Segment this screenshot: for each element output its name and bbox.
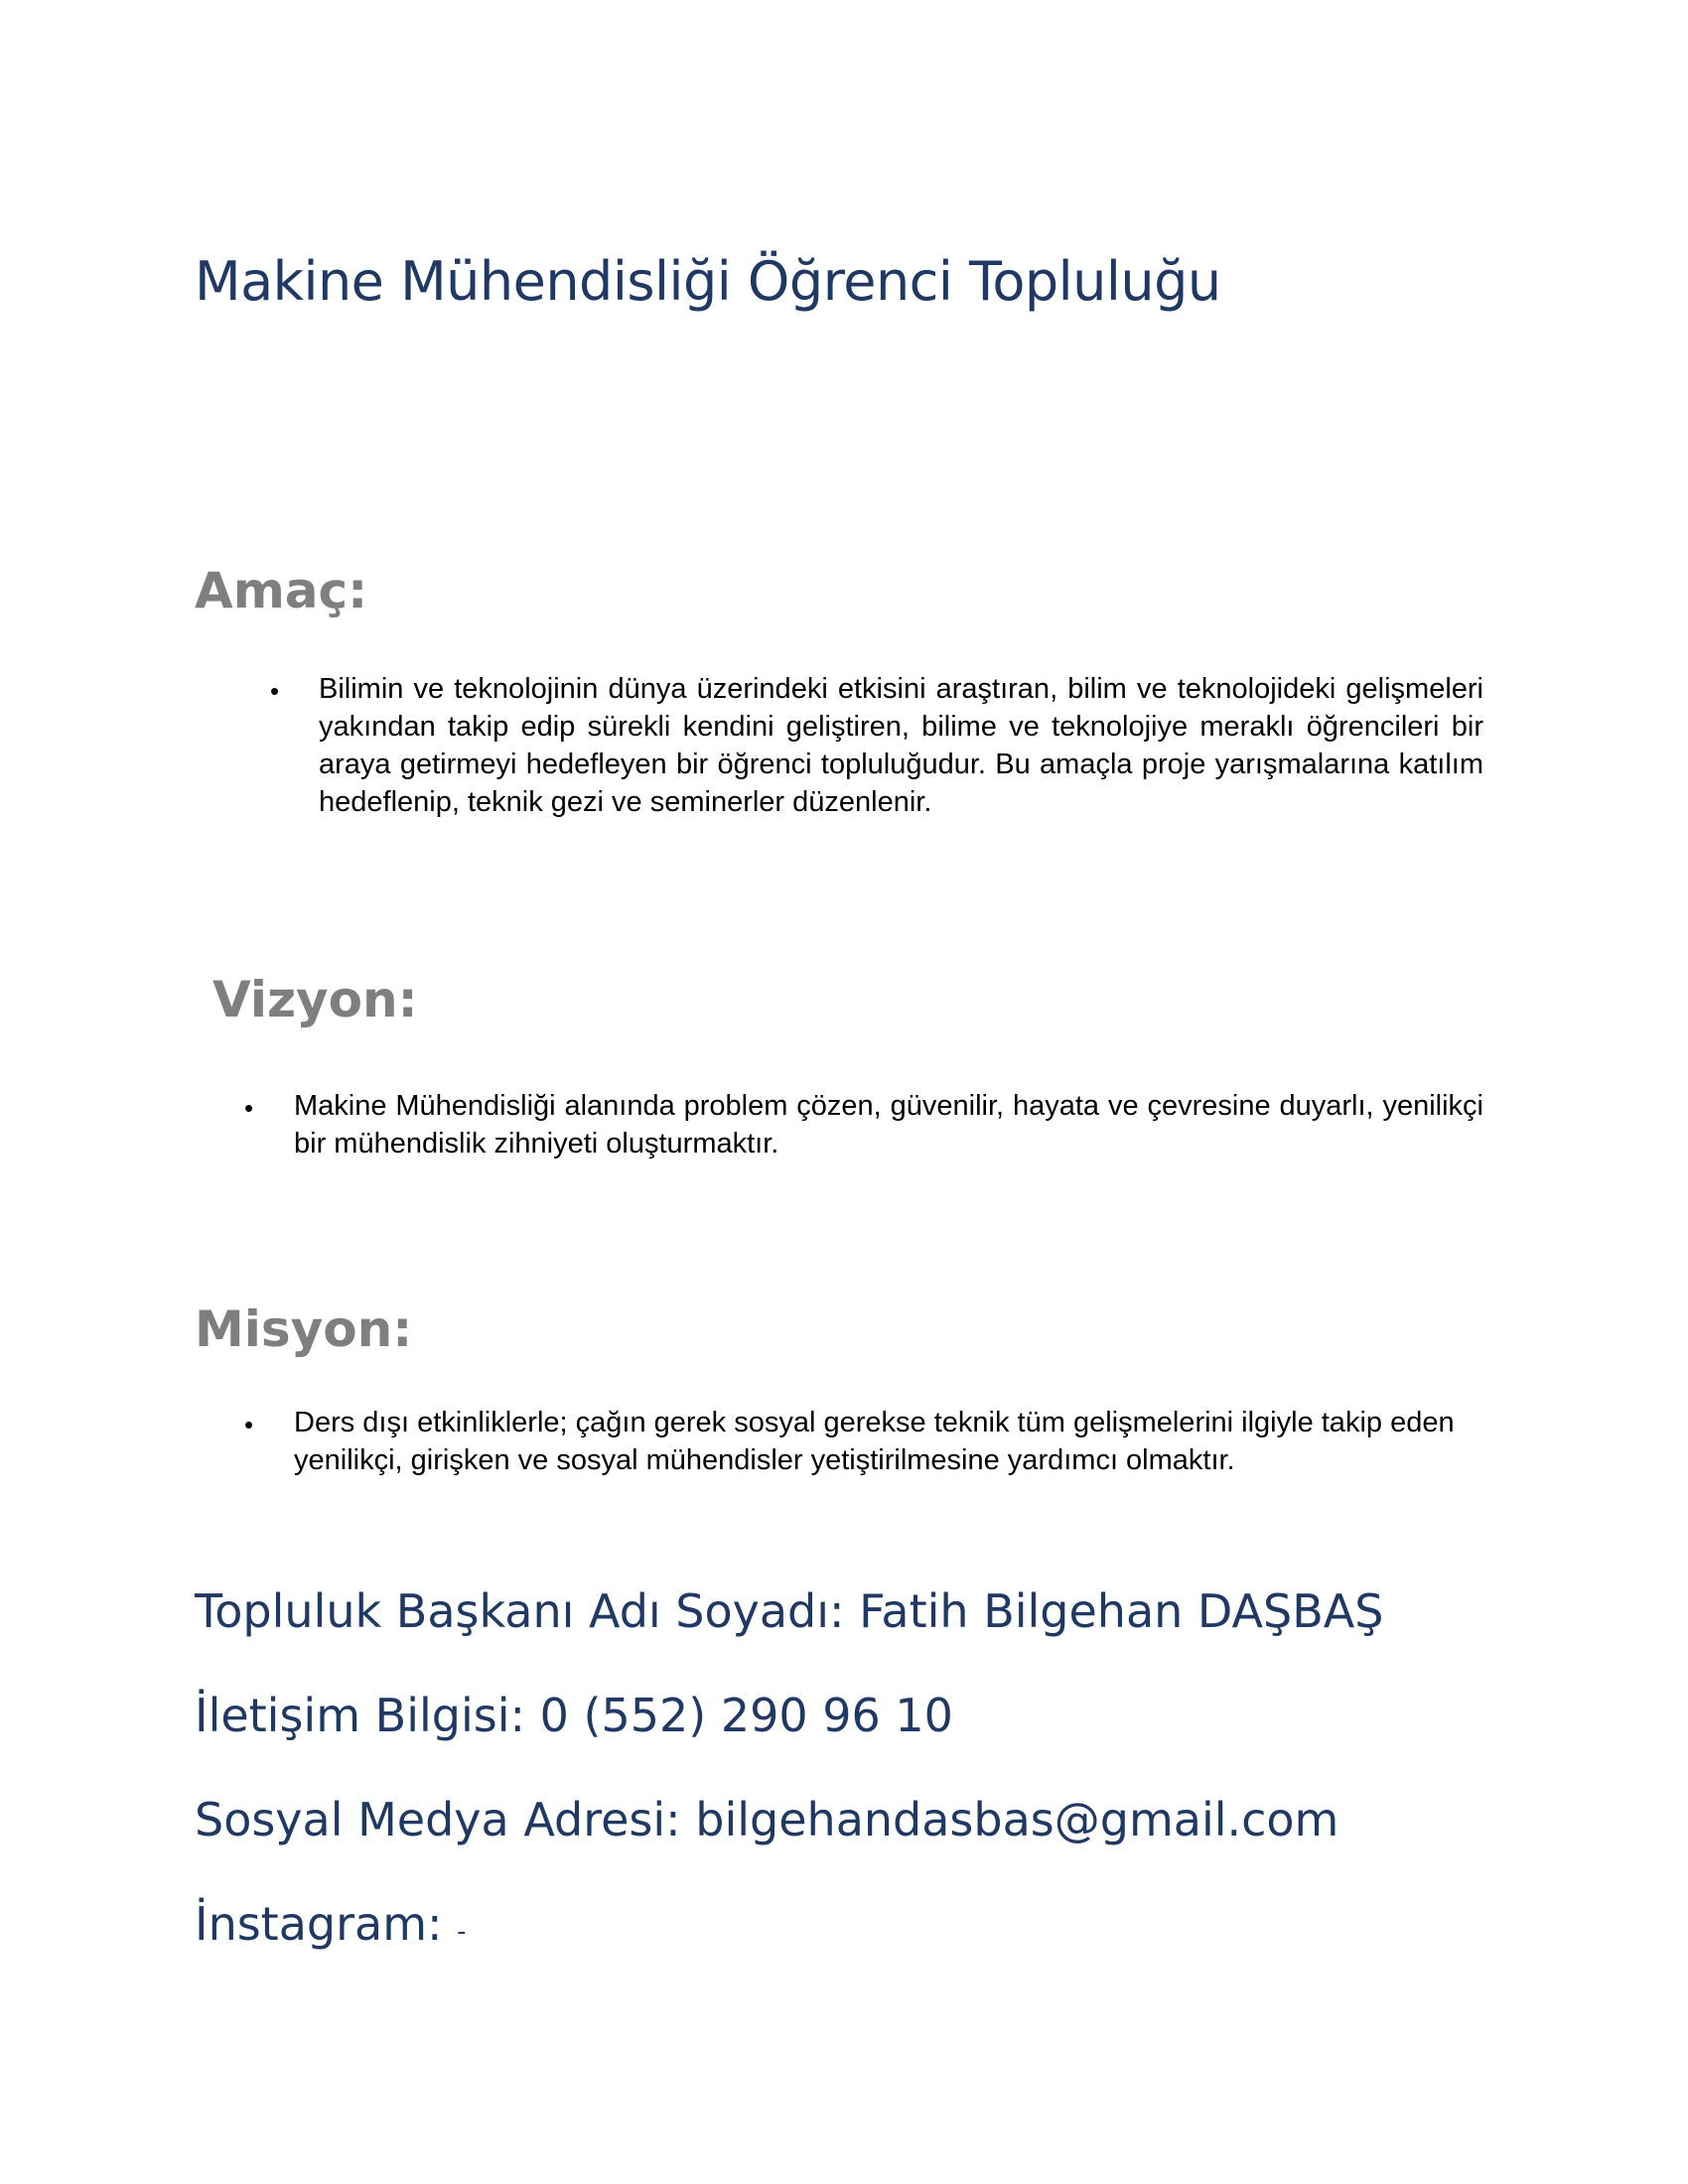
instagram-value: - bbox=[457, 1917, 467, 1947]
page-title: Makine Mühendisliği Öğrenci Topluluğu bbox=[195, 250, 1221, 313]
instagram-label: İnstagram: bbox=[195, 1897, 443, 1951]
amac-bullet-text: Bilimin ve teknolojinin dünya üzerindeki etkisini araştıran, bilim ve teknolojideki gelişmeleri yakından takip edip sürekli kendini geliştiren, bilime ve teknolojiye meraklı öğrencileri bir araya getirmeyi hedefleyen bir öğrenci topluluğudur. Bu amaçla proje yarışmalarına katılım hedeflenip, teknik gezi ve seminerler düzenlenir. bbox=[319, 673, 1483, 818]
misyon-heading: Misyon: bbox=[195, 1300, 413, 1358]
contact-label: İletişim Bilgisi: bbox=[195, 1689, 525, 1742]
contact-phone: 0 (552) 290 96 10 bbox=[539, 1689, 953, 1742]
president-name: Fatih Bilgehan DAŞBAŞ bbox=[859, 1584, 1384, 1638]
president-label: Topluluk Başkanı Adı Soyadı: bbox=[195, 1584, 845, 1638]
president-line bbox=[195, 1584, 1383, 1638]
social-media-email: bilgehandasbas@gmail.com bbox=[695, 1793, 1339, 1846]
contact-line bbox=[195, 1689, 953, 1742]
bullet-icon: • bbox=[270, 676, 280, 706]
bullet-icon: • bbox=[244, 1093, 254, 1123]
vizyon-bullet-text: Makine Mühendisliği alanında problem çözen, güvenilir, hayata ve çevresine duyarlı, yenilikçi bir mühendislik zihniyeti oluşturmaktır. bbox=[294, 1090, 1483, 1160]
social-media-label: Sosyal Medya Adresi: bbox=[195, 1793, 681, 1846]
vizyon-heading: Vizyon: bbox=[212, 971, 418, 1028]
misyon-bullet-text: Ders dışı etkinliklerle; çağın gerek sosyal gerekse teknik tüm gelişmelerini ilgiyle takip eden yenilikçi, girişken ve sosyal mühendisler yetiştirilmesine yardımcı olmaktır. bbox=[294, 1407, 1455, 1476]
bullet-icon: • bbox=[244, 1410, 254, 1439]
amac-heading: Amaç: bbox=[195, 562, 368, 619]
social-media-line bbox=[195, 1793, 1338, 1846]
instagram-line bbox=[195, 1897, 467, 1951]
